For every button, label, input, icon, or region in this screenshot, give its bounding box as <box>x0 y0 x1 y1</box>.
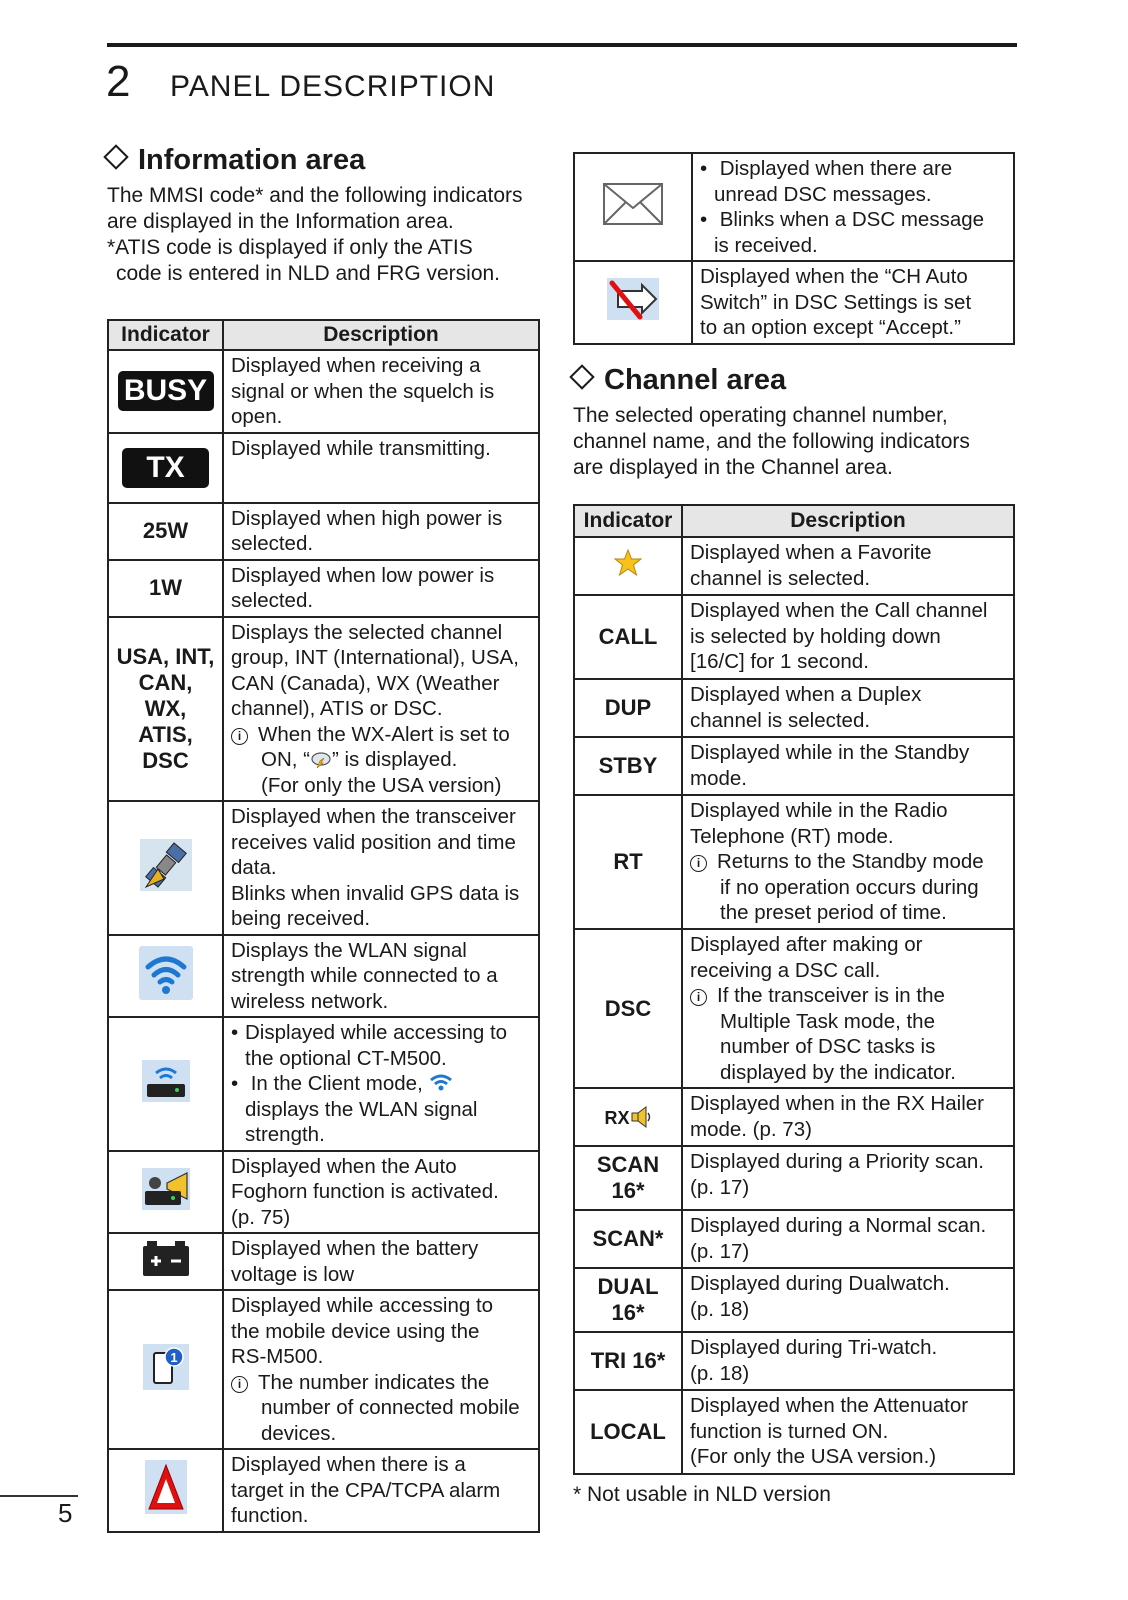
description-cell: Displayed when the Attenuator function is turned ON. (For only the USA version.) <box>682 1390 1014 1474</box>
diamond-icon <box>569 364 594 389</box>
ct-m500-icon <box>141 1059 191 1103</box>
description-cell: • Displayed when there are unread DSC messages. • Blinks when a DSC message is received. <box>692 153 1014 261</box>
rx-label: RX <box>604 1107 630 1128</box>
indicator-cell <box>108 935 223 1018</box>
table-row <box>108 560 539 617</box>
description-cell: Displayed after making or receiving a DSC call. i If the transceiver is in the Multiple Task mode, the number of DSC tasks is displayed by the indicator. <box>682 929 1014 1088</box>
table-header-row <box>108 320 539 350</box>
description-cell: Displayed while transmitting. <box>223 433 539 503</box>
table-row <box>108 801 539 935</box>
information-table-continued <box>573 152 1015 345</box>
chapter-number: 2 <box>106 57 131 106</box>
indicator-cell <box>108 433 223 503</box>
table-row <box>574 1088 1014 1146</box>
description-cell: Displayed when low power is selected. <box>223 560 539 617</box>
description-cell: Displays the WLAN signal strength while connected to a wireless network. <box>223 935 539 1018</box>
header-rule <box>107 43 1017 47</box>
foghorn-icon <box>141 1167 191 1211</box>
channel-area-intro: The selected operating channel number, channel name, and the following indicators are displayed in the Channel area. <box>573 404 970 479</box>
table-row <box>108 1151 539 1234</box>
indicator-cell: SCAN* <box>574 1210 682 1268</box>
indicator-cell <box>108 1449 223 1532</box>
footnote: * Not usable in NLD version <box>573 1483 831 1506</box>
wlan-icon <box>428 1072 454 1092</box>
busy-icon: BUSY <box>118 371 214 411</box>
table-row <box>574 929 1014 1088</box>
col-indicator: Indicator <box>108 320 223 350</box>
indicator-cell: DUAL 16* <box>574 1268 682 1332</box>
page-number-rule <box>0 1495 78 1497</box>
description-cell: Displayed when in the RX Hailer mode. (p. 73) <box>682 1088 1014 1146</box>
col-description: Description <box>682 505 1014 537</box>
indicator-cell <box>108 1290 223 1449</box>
description-cell: Displayed when the battery voltage is low <box>223 1233 539 1290</box>
table-row <box>574 1210 1014 1268</box>
indicator-cell: DUP <box>574 679 682 737</box>
cpa-alarm-icon <box>144 1459 188 1515</box>
table-row <box>108 617 539 802</box>
wlan-icon <box>138 945 194 1001</box>
description-cell: Displayed during a Normal scan. (p. 17) <box>682 1210 1014 1268</box>
table-row <box>108 935 539 1018</box>
chapter-title: PANEL DESCRIPTION <box>170 70 496 103</box>
table-row <box>574 153 1014 261</box>
table-row <box>574 795 1014 929</box>
table-row <box>108 350 539 433</box>
description-cell: Displayed while accessing to the mobile device using the RS-M500. i The number indicates the number of connected mobile devices. <box>223 1290 539 1449</box>
page-number: 5 <box>58 1498 73 1528</box>
description-cell: Displayed during Dualwatch. (p. 18) <box>682 1268 1014 1332</box>
col-description: Description <box>223 320 539 350</box>
table-row <box>574 1146 1014 1210</box>
indicator-cell: CALL <box>574 595 682 679</box>
info-note-icon: i <box>690 855 707 872</box>
ch-auto-switch-icon <box>606 277 660 321</box>
description-cell: • Displayed while accessing to the optional CT-M500. • In the Client mode, displays the WLAN signal strength. <box>223 1017 539 1151</box>
table-header-row <box>574 505 1014 537</box>
table-row <box>574 1390 1014 1474</box>
channel-area-heading: Channel area <box>573 363 786 397</box>
indicator-cell <box>108 1233 223 1290</box>
battery-icon <box>141 1240 191 1278</box>
col-indicator: Indicator <box>574 505 682 537</box>
description-cell: Displayed during Tri-watch. (p. 18) <box>682 1332 1014 1390</box>
indicator-cell: SCAN 16* <box>574 1146 682 1210</box>
description-cell: Displays the selected channel group, INT (International), USA, CAN (Canada), WX (Weather channel), ATIS or DSC. i When the WX-Alert is set to ON, “ ” is displayed. (For only the USA version) <box>223 617 539 802</box>
table-row <box>574 1268 1014 1332</box>
table-row <box>574 679 1014 737</box>
indicator-cell: DSC <box>574 929 682 1088</box>
description-cell: Displayed when the “CH Auto Switch” in DSC Settings is set to an option except “Accept.” <box>692 261 1014 344</box>
information-table <box>107 319 540 1533</box>
table-row <box>574 261 1014 344</box>
description-cell: Displayed when the Auto Foghorn function is activated. (p. 75) <box>223 1151 539 1234</box>
info-note-icon: i <box>231 1376 248 1393</box>
indicator-cell: RT <box>574 795 682 929</box>
indicator-cell <box>574 1088 682 1146</box>
mobile-device-icon <box>142 1343 190 1391</box>
table-row <box>574 595 1014 679</box>
info-note-icon: i <box>231 728 248 745</box>
description-cell: Displayed when high power is selected. <box>223 503 539 560</box>
diamond-icon <box>103 144 128 169</box>
table-row <box>108 1233 539 1290</box>
channel-table <box>573 504 1015 1475</box>
indicator-cell <box>108 801 223 935</box>
indicator-cell <box>108 1151 223 1234</box>
description-cell: Displayed when receiving a signal or when the squelch is open. <box>223 350 539 433</box>
info-note-icon: i <box>690 989 707 1006</box>
indicator-cell: 25W <box>108 503 223 560</box>
svg-text:1: 1 <box>169 1349 178 1365</box>
description-cell: Displayed during a Priority scan. (p. 17) <box>682 1146 1014 1210</box>
info-area-intro: The MMSI code* and the following indicators are displayed in the Information area. *ATIS code is displayed if only the ATIS code is entered in NLD and FRG version. <box>107 184 523 285</box>
star-icon <box>613 548 643 578</box>
info-area-heading: Information area <box>107 143 365 177</box>
speaker-icon <box>630 1105 652 1129</box>
indicator-cell: TRI 16* <box>574 1332 682 1390</box>
indicator-cell: LOCAL <box>574 1390 682 1474</box>
description-cell: Displayed while in the Standby mode. <box>682 737 1014 795</box>
description-cell: Displayed when a Favorite channel is selected. <box>682 537 1014 595</box>
weather-cloud-icon <box>310 751 332 769</box>
table-row <box>108 1290 539 1449</box>
indicator-cell <box>108 350 223 433</box>
indicator-cell <box>108 1017 223 1151</box>
table-row <box>574 1332 1014 1390</box>
description-cell: Displayed when there is a target in the CPA/TCPA alarm function. <box>223 1449 539 1532</box>
table-row <box>108 503 539 560</box>
envelope-icon <box>602 182 664 226</box>
indicator-cell <box>574 261 692 344</box>
description-cell: Displayed when a Duplex channel is selected. <box>682 679 1014 737</box>
indicator-cell <box>574 537 682 595</box>
table-row <box>108 1449 539 1532</box>
indicator-cell: USA, INT, CAN, WX, ATIS, DSC <box>108 617 223 802</box>
indicator-cell <box>574 153 692 261</box>
indicator-cell: 1W <box>108 560 223 617</box>
table-row <box>574 737 1014 795</box>
description-cell: Displayed while in the Radio Telephone (RT) mode. i Returns to the Standby mode if no operation occurs during the preset period of time. <box>682 795 1014 929</box>
table-row <box>108 1017 539 1151</box>
table-row <box>108 433 539 503</box>
indicator-cell: STBY <box>574 737 682 795</box>
gps-satellite-icon <box>138 837 194 893</box>
table-row <box>574 537 1014 595</box>
description-cell: Displayed when the transceiver receives valid position and time data. Blinks when invalid GPS data is being received. <box>223 801 539 935</box>
description-cell: Displayed when the Call channel is selected by holding down [16/C] for 1 second. <box>682 595 1014 679</box>
tx-icon: TX <box>122 448 208 488</box>
